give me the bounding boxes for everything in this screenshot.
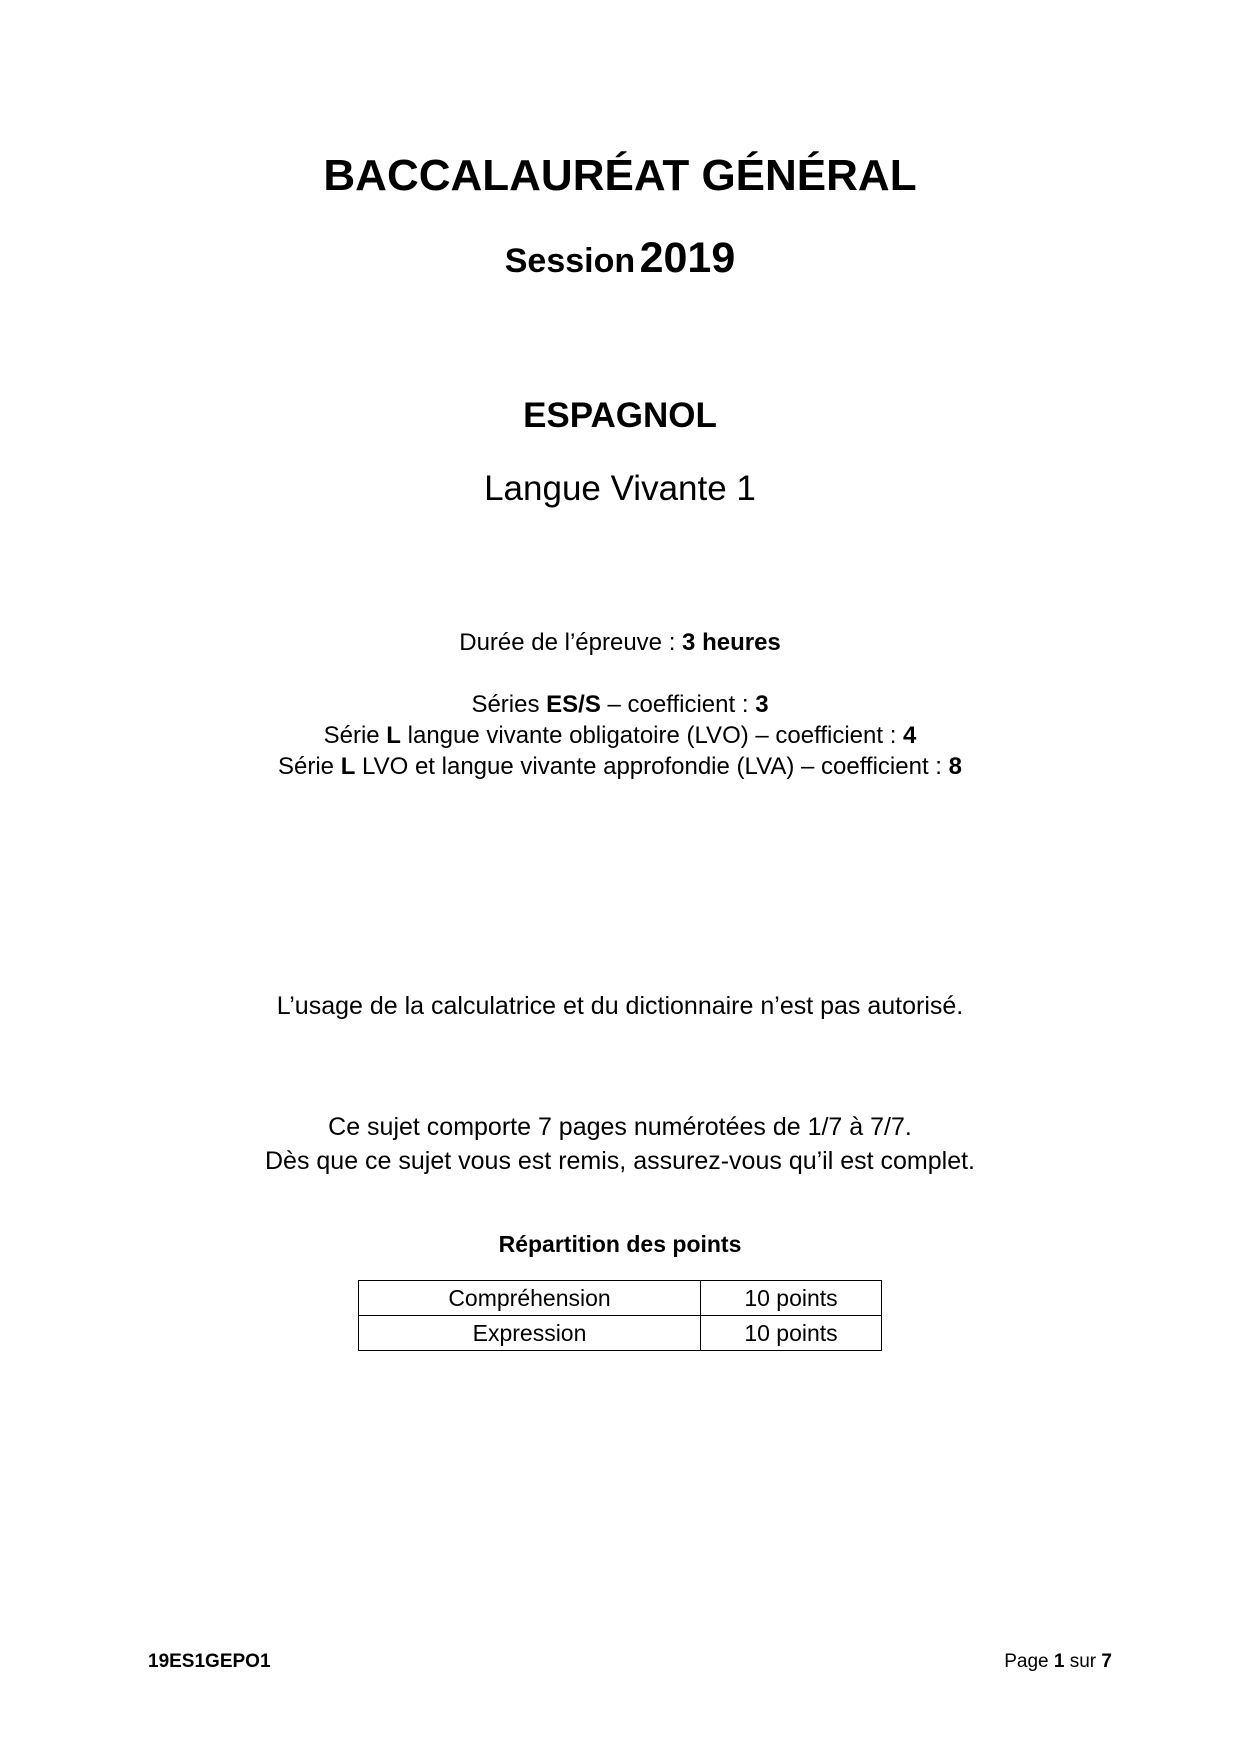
serie-prefix: Séries — [471, 691, 540, 718]
serie-name: ES/S — [546, 691, 601, 718]
serie-name: L — [340, 753, 356, 780]
serie-coefficient: 8 — [948, 753, 962, 780]
table-cell-label: Compréhension — [359, 1281, 701, 1316]
completeness-notice: Dès que ce sujet vous est remis, assurez-vous qu’il est complet. — [264, 1147, 976, 1175]
table-cell-points: 10 points — [701, 1316, 882, 1351]
exam-duration — [0, 627, 1240, 658]
page-count-notice: Ce sujet comporte 7 pages numérotées de 1/7 à 7/7. — [328, 1113, 912, 1141]
subject-name: ESPAGNOL — [523, 396, 717, 435]
calculator-notice: L’usage de la calculatrice et du dictionnaire n’est pas autorisé. — [276, 992, 964, 1020]
exam-title: BACCALAURÉAT GÉNÉRAL — [323, 151, 917, 200]
serie-l-lvo-coefficient — [0, 720, 1240, 751]
serie-es-s-coefficient — [0, 689, 1240, 720]
session-year: 2019 — [639, 234, 736, 282]
table-row — [359, 1316, 882, 1351]
page-current: 1 — [1053, 1651, 1065, 1672]
session-label: Session — [504, 242, 636, 280]
serie-coefficient: 4 — [903, 722, 917, 749]
duration-label: Durée de l’épreuve : — [459, 629, 676, 656]
page-separator: sur — [1069, 1651, 1097, 1672]
serie-l-lva-coefficient — [0, 751, 1240, 782]
serie-coefficient: 3 — [755, 691, 769, 718]
serie-name: L — [386, 722, 401, 749]
session-line — [0, 230, 1240, 296]
serie-prefix: Série — [278, 753, 335, 780]
serie-prefix: Série — [323, 722, 380, 749]
serie-description: – coefficient : — [607, 691, 749, 718]
page-label: Page — [1004, 1651, 1049, 1672]
table-cell-label: Expression — [359, 1316, 701, 1351]
page-total: 7 — [1101, 1651, 1112, 1672]
subject-code: 19ES1GEPO1 — [148, 1651, 271, 1672]
serie-description: LVO et langue vivante approfondie (LVA) – coefficient : — [362, 753, 942, 780]
serie-description: langue vivante obligatoire (LVO) – coefficient : — [407, 722, 897, 749]
duration-value: 3 heures — [682, 629, 781, 656]
page-number — [1004, 1650, 1112, 1674]
points-table — [358, 1280, 882, 1351]
subject-level: Langue Vivante 1 — [484, 469, 756, 508]
points-table-title: Répartition des points — [498, 1231, 742, 1257]
table-row — [359, 1281, 882, 1316]
table-cell-points: 10 points — [701, 1281, 882, 1316]
